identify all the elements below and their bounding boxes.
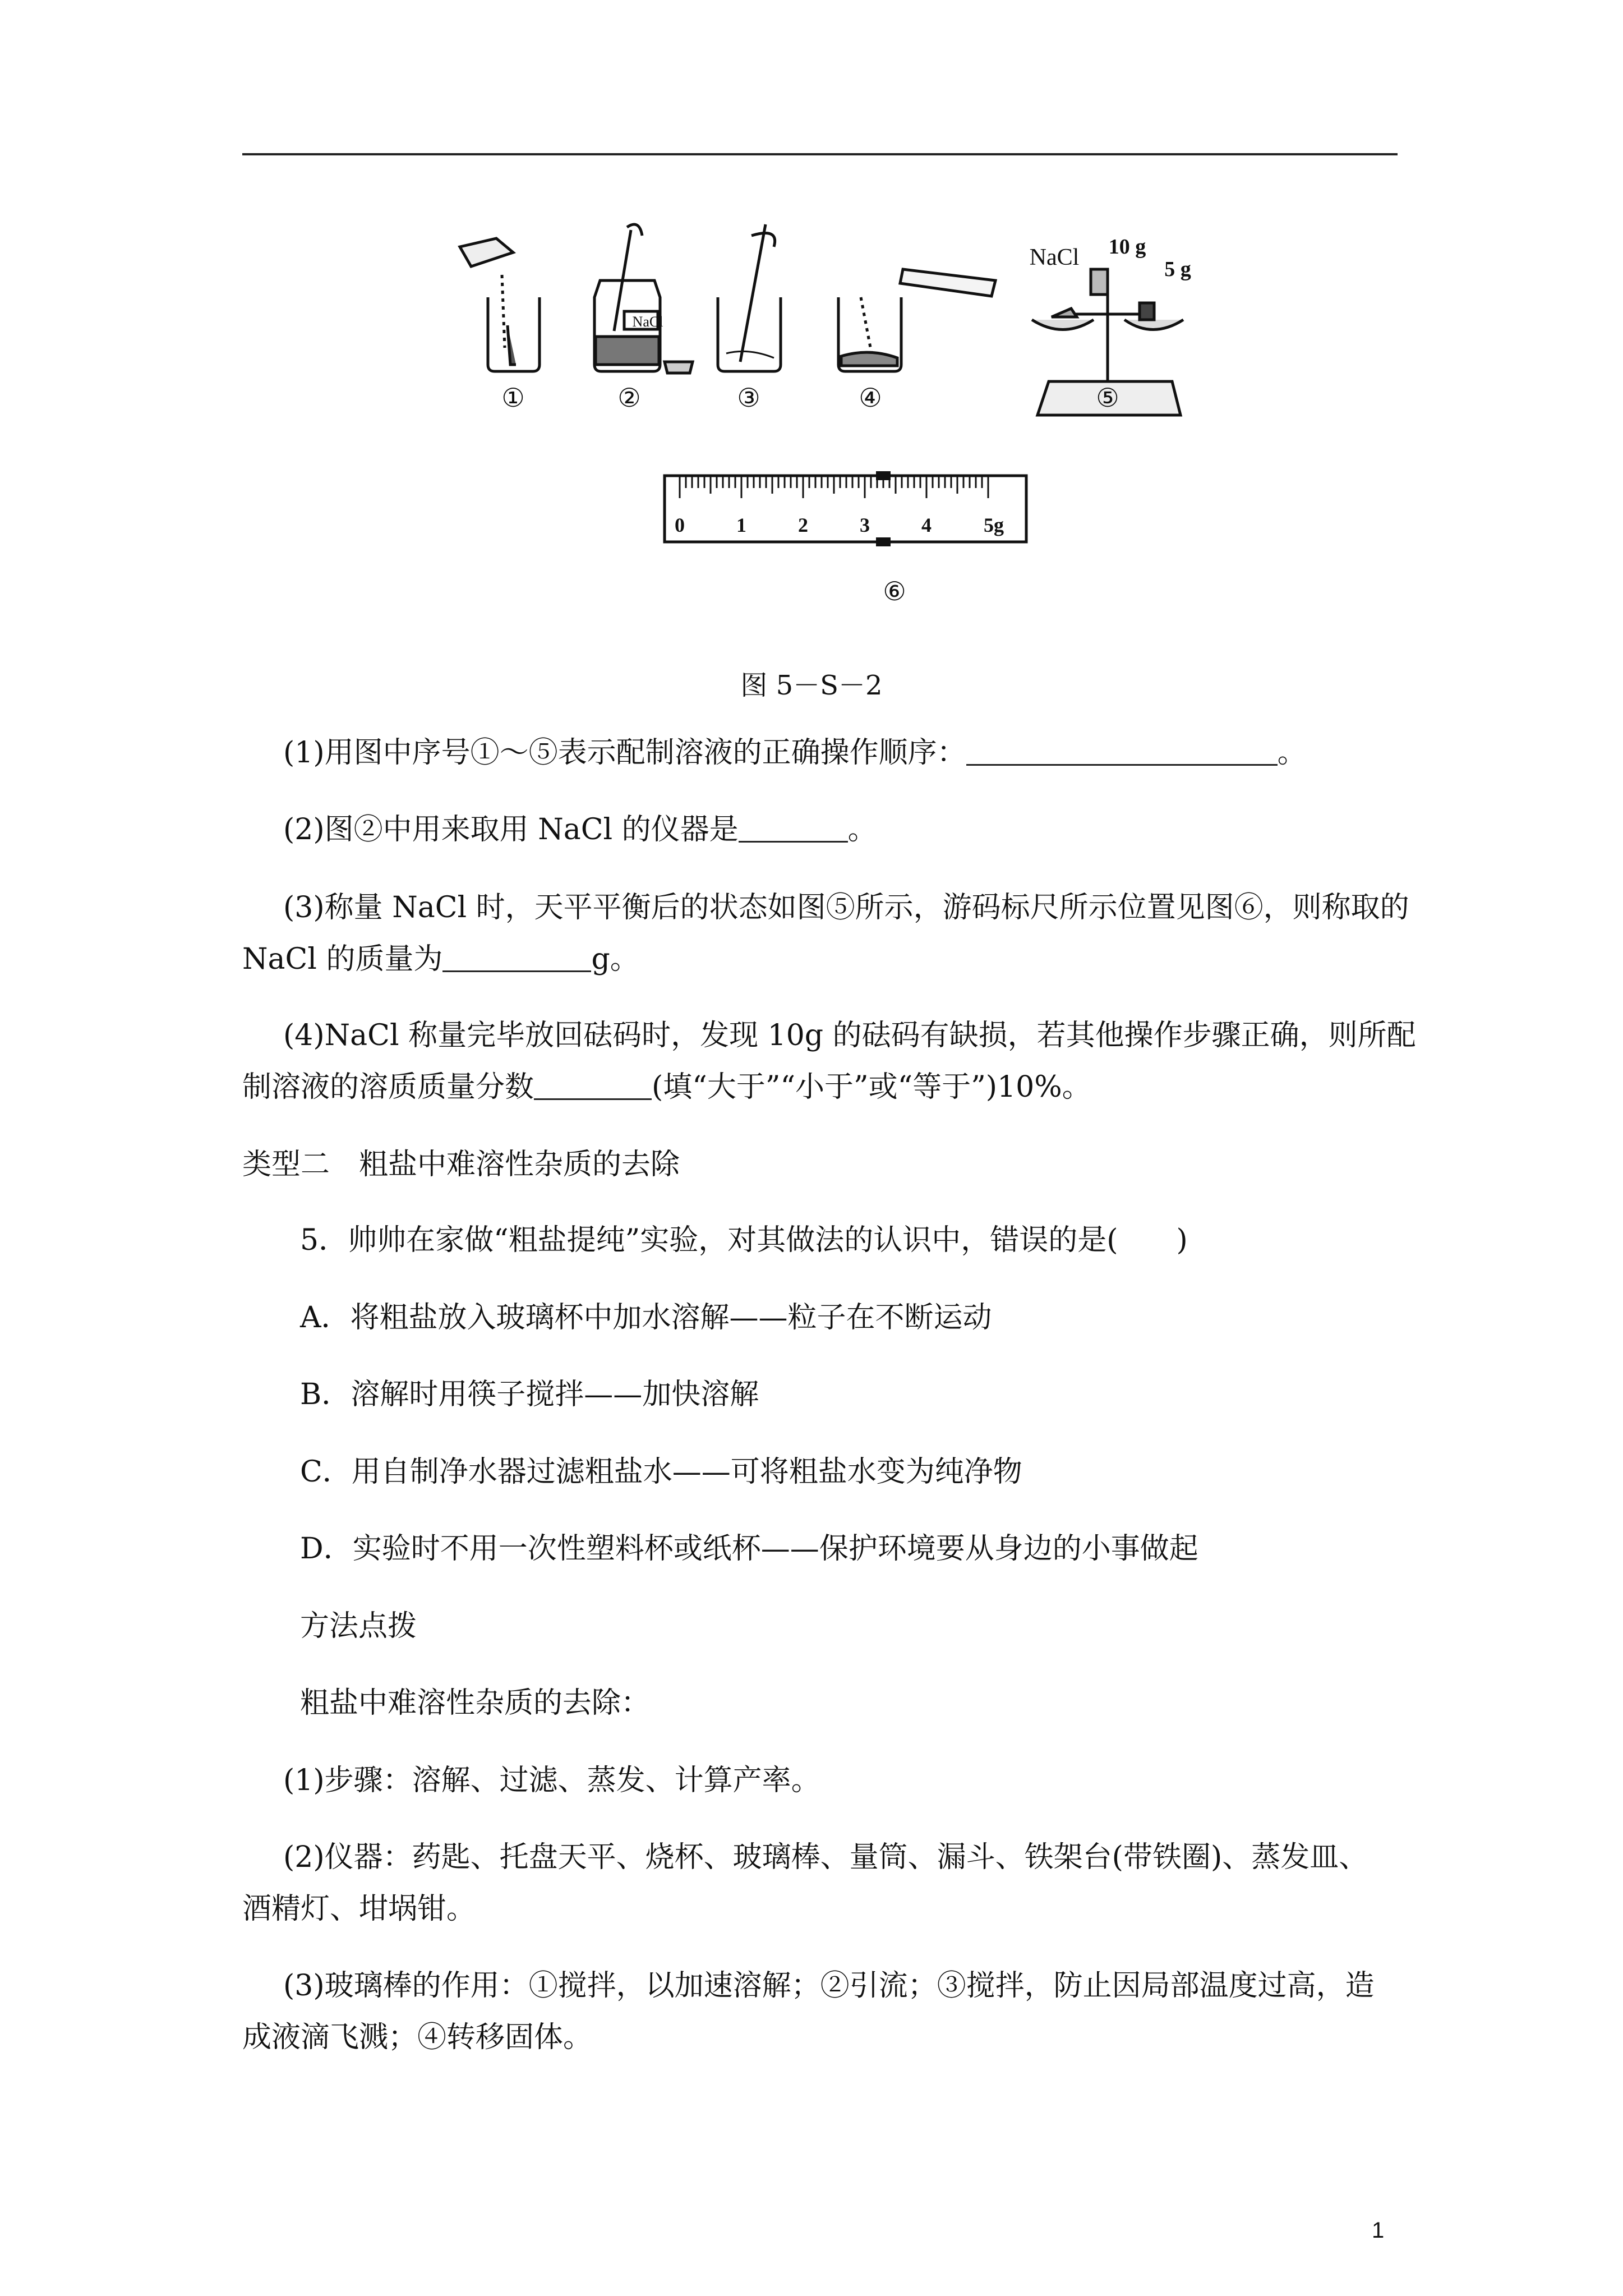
answer-blank-4[interactable] [534, 1074, 652, 1100]
ruler-tick-label: 0 [675, 514, 685, 536]
question-2 [283, 815, 877, 844]
question-4-line-2 [242, 1070, 1091, 1104]
ruler-tick-label: 4 [921, 514, 932, 536]
question-3-text: NaCl 的质量为 [242, 942, 443, 976]
question-3-line-1: (3)称量 NaCl 时，天平平衡后的状态如图⑤所示，游码标尺所示位置见图⑥，则称取的 [283, 891, 1409, 924]
question-4-line-1: (4)NaCl 称量完毕放回砝码时，发现 10g 的砝码有缺损，若其他操作步骤正确，则所配 [283, 1019, 1416, 1052]
rider-ruler [665, 471, 1026, 546]
label-step-1: ① [501, 383, 525, 413]
method-title: 方法点拨 [300, 1609, 417, 1643]
label-step-6: ⑥ [883, 576, 906, 606]
ruler-tick-label: 5g [984, 514, 1004, 536]
bottle-label: NaCl [632, 314, 663, 330]
header-rule [242, 153, 1398, 155]
answer-blank-1[interactable] [966, 739, 1278, 766]
answer-blank-2[interactable] [739, 816, 848, 843]
option-d[interactable]: D．实验时不用一次性塑料杯或纸杯——保护环境要从身边的小事做起 [300, 1532, 1198, 1566]
question-4-end: (填“大于”“小于”或“等于”)10%。 [652, 1070, 1091, 1104]
question-3-line-2 [242, 942, 639, 976]
figure-caption: 图 5－S－2 [740, 670, 883, 701]
option-a[interactable]: A．将粗盐放入玻璃杯中加水溶解——粒子在不断运动 [300, 1301, 992, 1335]
question-5-stem: 5．帅帅在家做“粗盐提纯”实验，对其做法的认识中，错误的是( ) [300, 1223, 1188, 1257]
rider-top [876, 471, 891, 480]
page-number: 1 [1372, 2218, 1385, 2243]
ruler-tick-label: 2 [798, 514, 808, 536]
method-intro: 粗盐中难溶性杂质的去除： [300, 1686, 651, 1720]
method-step-3-line-2: 成液滴飞溅；④转移固体。 [242, 2021, 593, 2054]
answer-blank-3[interactable] [442, 946, 591, 972]
section-heading: 类型二 粗盐中难溶性杂质的去除 [242, 1148, 680, 1181]
step4-pouring-water-illustration [838, 269, 995, 371]
method-step-3-line-1: (3)玻璃棒的作用：①搅拌，以加速溶解；②引流；③搅拌，防止因局部温度过高，造 [283, 1969, 1375, 2003]
figure-5-s-2 [449, 213, 1245, 628]
figure-svg [449, 213, 1245, 628]
ruler-tick-label: 1 [736, 514, 746, 536]
question-2-end: 。 [847, 813, 877, 846]
question-1-end: 。 [1277, 736, 1307, 770]
question-4-text: 制溶液的溶质质量分数 [242, 1070, 534, 1104]
rider-bottom [876, 537, 891, 546]
method-step-1: (1)步骤：溶解、过滤、蒸发、计算产率。 [283, 1764, 820, 1797]
option-c[interactable]: C．用自制净水器过滤粗盐水——可将粗盐水变为纯净物 [300, 1455, 1022, 1489]
question-3-end: g。 [591, 942, 639, 976]
label-step-3: ③ [737, 383, 760, 413]
method-step-2-line-2: 酒精灯、坩埚钳。 [242, 1892, 476, 1926]
step2-bottle-illustration [594, 224, 693, 373]
label-step-4: ④ [859, 383, 882, 413]
option-b[interactable]: B．溶解时用筷子搅拌——加快溶解 [300, 1378, 759, 1411]
label-step-2: ② [617, 383, 641, 413]
method-step-2-line-1: (2)仪器：药匙、托盘天平、烧杯、玻璃棒、量筒、漏斗、铁架台(带铁圈)、蒸发皿、 [283, 1841, 1368, 1874]
step3-stirring-illustration [718, 224, 781, 371]
question-1-text: (1)用图中序号①～⑤表示配制溶液的正确操作顺序： [283, 736, 966, 770]
step1-pouring-illustration [460, 238, 540, 371]
question-2-text: (2)图②中用来取用 NaCl 的仪器是 [283, 813, 739, 846]
label-step-5: ⑤ [1096, 383, 1119, 413]
balance-nacl-label: NaCl [1029, 245, 1080, 270]
weight-5g-label: 5 g [1164, 257, 1191, 281]
ruler-tick-label: 3 [860, 514, 870, 536]
question-1 [283, 736, 1307, 770]
weight-10g-label: 10 g [1108, 235, 1146, 259]
